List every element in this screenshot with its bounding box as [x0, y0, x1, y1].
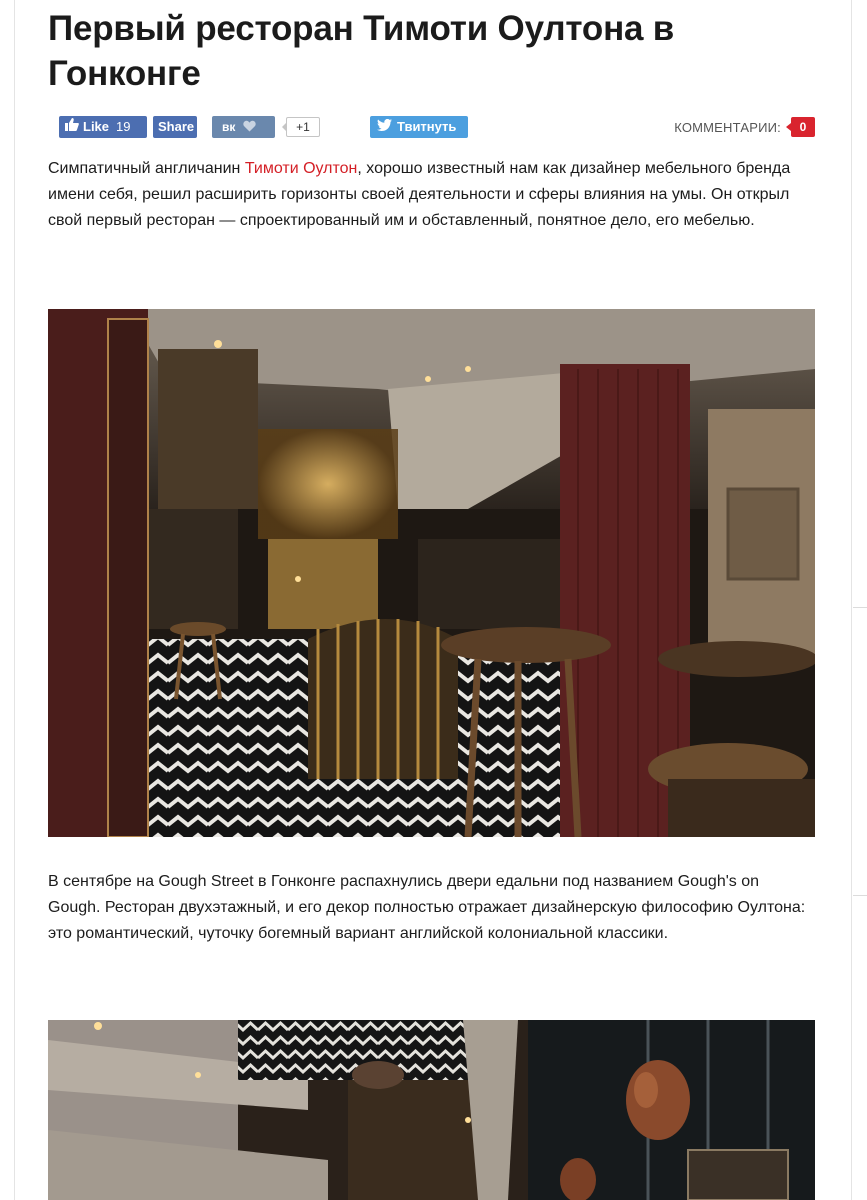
designer-link[interactable]: Тимоти Оултон: [244, 160, 358, 177]
share-bar: [48, 114, 815, 140]
intro-text-end: , хорошо известный нам как дизайнер мебельного бренда имени себя, решил расширить горизонты своей деятельности и сферы влияния на умы. Он открыл свой первый ресторан — спроектированный им и обставленный, понятное дело, его мебелью.: [48, 160, 791, 229]
thumbs-up-icon: [65, 116, 79, 138]
page-border-left: [14, 0, 15, 1200]
restaurant-second-floor-photo: [48, 1020, 815, 1200]
second-paragraph: В сентябре на Gough Street в Гонконге распахнулись двери едальни под названием Gough's on Gough. Ресторан двухэтажный, и его декор полностью отражает дизайнерскую философию Оултона: это романтический, чуточку богемный вариант английской колониальной классики.: [48, 873, 806, 942]
vk-like-count: +1: [286, 117, 320, 137]
heart-icon: [243, 120, 256, 135]
article: [48, 0, 815, 942]
intro-paragraph: [48, 156, 815, 234]
comments-link[interactable]: [674, 116, 815, 138]
tweet-button[interactable]: [370, 116, 468, 138]
facebook-like-label: Like: [83, 119, 110, 134]
intro-text-start: Симпатичный англичанин: [48, 160, 245, 177]
tweet-label: Твитнуть: [397, 119, 457, 134]
facebook-like-count: 19: [116, 119, 131, 134]
edge-divider: [853, 895, 867, 896]
facebook-like-button[interactable]: [59, 116, 147, 138]
vk-label: вк: [222, 120, 236, 134]
vk-like-button[interactable]: [212, 116, 275, 138]
page-border-right: [851, 0, 852, 1200]
bird-icon: [377, 116, 392, 138]
comments-count-badge: 0: [791, 117, 815, 137]
facebook-share-button[interactable]: Share: [153, 116, 197, 138]
edge-divider: [853, 607, 867, 608]
article-title: Первый ресторан Тимоти Оултона в Гонконге: [48, 9, 675, 93]
restaurant-interior-photo: [48, 309, 815, 837]
comments-label: КОММЕНТАРИИ:: [674, 119, 781, 135]
